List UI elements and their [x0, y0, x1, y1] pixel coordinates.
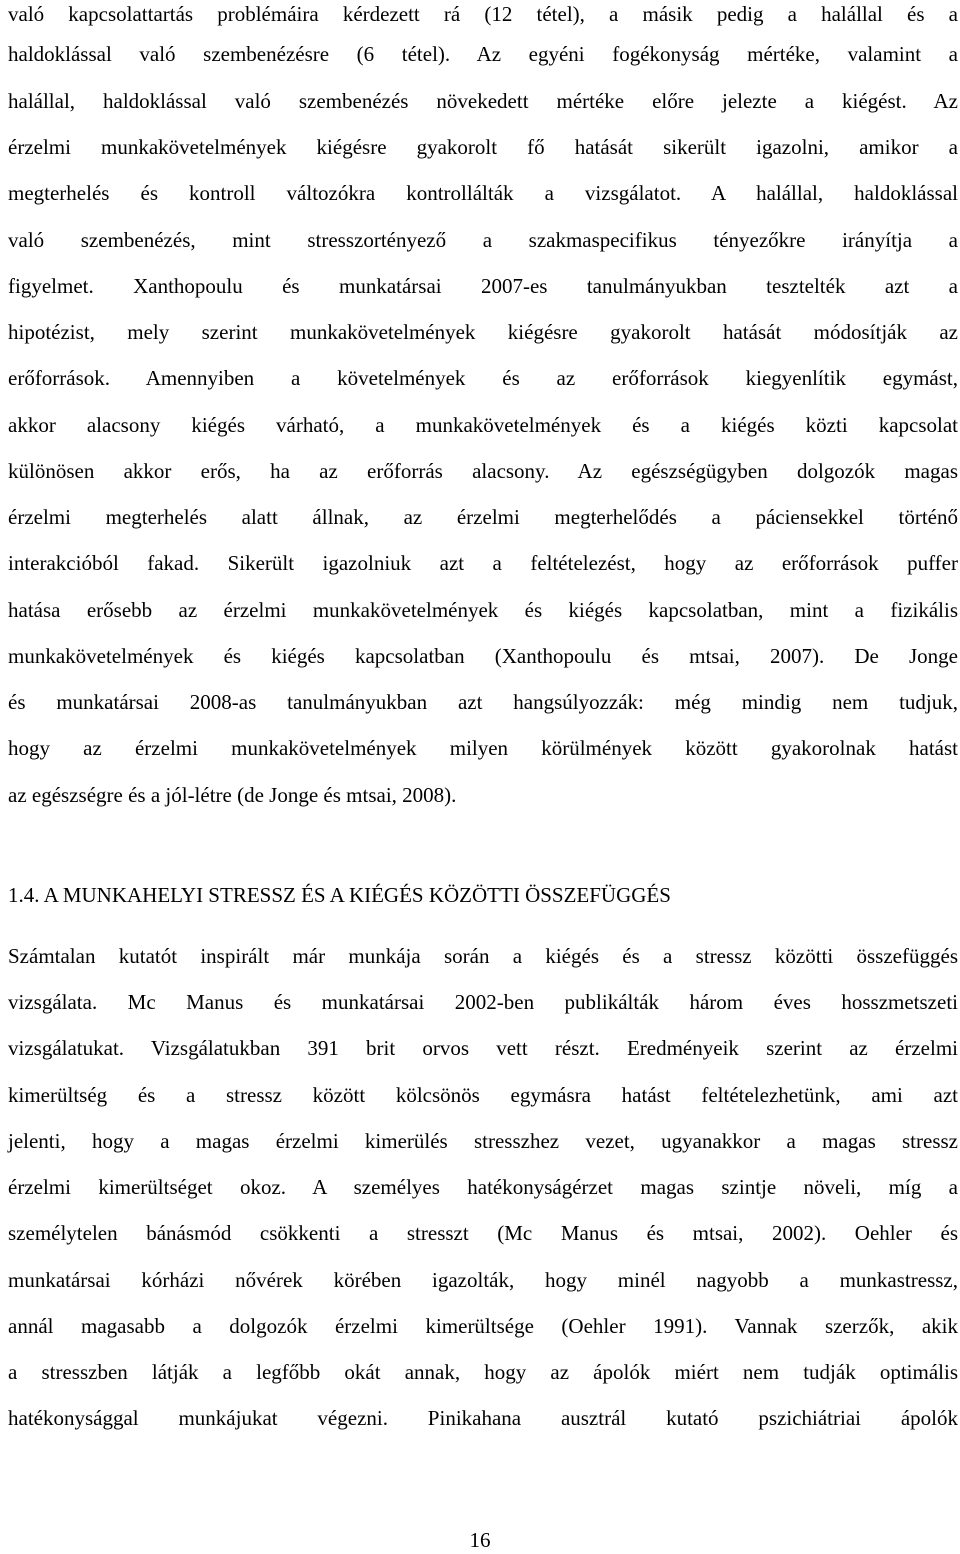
text-line: érzelmi munkakövetelmények kiégésre gyakorolt fő hatását sikerült igazolni, amikor a — [8, 135, 958, 159]
text-line: különösen akkor erős, ha az erőforrás alacsony. Az egészségügyben dolgozók magas — [8, 459, 958, 483]
text-line: hipotézist, mely szerint munkakövetelmények kiégésre gyakorolt hatását módosítják az — [8, 320, 958, 344]
text-line: való szembenézés, mint stresszortényező a szakmaspecifikus tényezőkre irányítja a — [8, 228, 958, 252]
text-line: kimerültség és a stressz között kölcsönös egymásra hatást feltételezhetünk, ami azt — [8, 1083, 958, 1107]
text-line: a stresszben látják a legfőbb okát annak, hogy az ápolók miért nem tudják optimális — [8, 1360, 958, 1384]
text-line: megterhelés és kontroll változókra kontrollálták a vizsgálatot. A halállal, haldoklással — [8, 181, 958, 205]
text-line: interakcióból fakad. Sikerült igazolniuk azt a feltételezést, hogy az erőforrások puffer — [8, 551, 958, 575]
text-line: való kapcsolattartás problémáira kérdezett rá (12 tétel), a másik pedig a halállal és a — [8, 2, 958, 26]
text-line: munkakövetelmények és kiégés kapcsolatban (Xanthopoulu és mtsai, 2007). De Jonge — [8, 644, 958, 668]
text-line: az egészségre és a jól-létre (de Jonge és mtsai, 2008). — [8, 783, 457, 807]
text-line: személytelen bánásmód csökkenti a stresszt (Mc Manus és mtsai, 2002). Oehler és — [8, 1221, 958, 1245]
section-heading: 1.4. A MUNKAHELYI STRESSZ ÉS A KIÉGÉS KÖZÖTTI ÖSSZEFÜGGÉS — [8, 883, 671, 907]
text-line: jelenti, hogy a magas érzelmi kimerülés stresszhez vezet, ugyanakkor a magas stressz — [8, 1129, 958, 1153]
text-line: Számtalan kutatót inspirált már munkája során a kiégés és a stressz közötti összefüggés — [8, 944, 958, 968]
text-line: érzelmi megterhelés alatt állnak, az érzelmi megterhelődés a páciensekkel történő — [8, 505, 958, 529]
text-line: figyelmet. Xanthopoulu és munkatársai 2007-es tanulmányukban tesztelték azt a — [8, 274, 958, 298]
text-line: hatása erősebb az érzelmi munkakövetelmények és kiégés kapcsolatban, mint a fizikális — [8, 598, 958, 622]
text-line: akkor alacsony kiégés várható, a munkakövetelmények és a kiégés közti kapcsolat — [8, 413, 958, 437]
text-line: és munkatársai 2008-as tanulmányukban azt hangsúlyozzák: még mindig nem tudjuk, — [8, 690, 958, 714]
text-line: annál magasabb a dolgozók érzelmi kimerültsége (Oehler 1991). Vannak szerzők, akik — [8, 1314, 958, 1338]
text-line: halállal, haldoklással való szembenézés növekedett mértéke előre jelezte a kiégést. Az — [8, 89, 958, 113]
text-line: hogy az érzelmi munkakövetelmények milyen körülmények között gyakorolnak hatást — [8, 736, 958, 760]
text-line: hatékonysággal munkájukat végezni. Pinikahana ausztrál kutató pszichiátriai ápolók — [8, 1406, 958, 1430]
text-line: érzelmi kimerültséget okoz. A személyes hatékonyságérzet magas szintje növeli, míg a — [8, 1175, 958, 1199]
page-number: 16 — [469, 1528, 491, 1552]
text-line: vizsgálatukat. Vizsgálatukban 391 brit orvos vett részt. Eredményeik szerint az érzelmi — [8, 1036, 958, 1060]
text-line: erőforrások. Amennyiben a követelmények és az erőforrások kiegyenlítik egymást, — [8, 366, 958, 390]
text-line: munkatársai kórházi nővérek körében igazolták, hogy minél nagyobb a munkastressz, — [8, 1268, 958, 1292]
text-line: haldoklással való szembenézésre (6 tétel). Az egyéni fogékonyság mértéke, valamint a — [8, 42, 958, 66]
text-line: vizsgálata. Mc Manus és munkatársai 2002-ben publikálták három éves hosszmetszeti — [8, 990, 958, 1014]
